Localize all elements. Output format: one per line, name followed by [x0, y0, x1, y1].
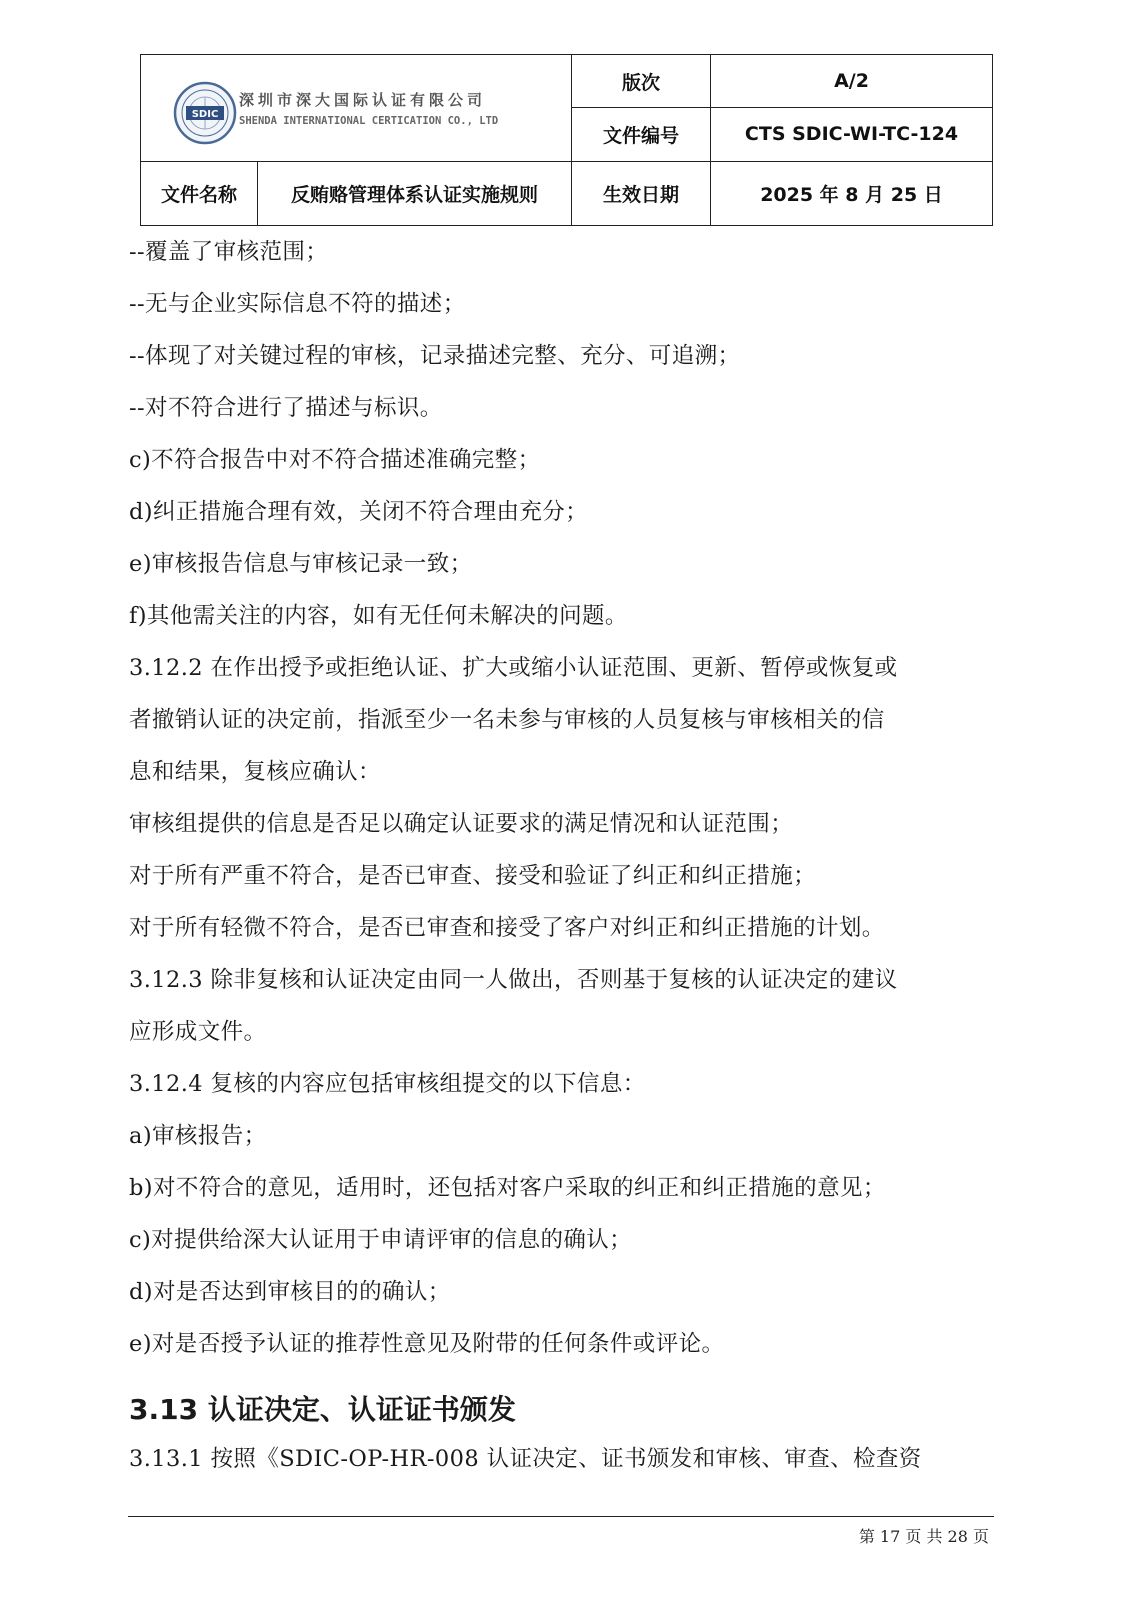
doc-number-label: 文件编号 — [572, 108, 711, 161]
body-line: 3.13.1 按照《SDIC-OP-HR-008 认证决定、证书颁发和审核、审查、检查资 — [129, 1446, 922, 1472]
body-line: --对不符合进行了描述与标识。 — [129, 395, 443, 421]
body-line: 审核组提供的信息是否足以确定认证要求的满足情况和认证范围； — [129, 811, 794, 837]
company-logo-icon — [173, 81, 237, 145]
body-line: c)对提供给深大认证用于申请评审的信息的确认； — [129, 1227, 633, 1253]
body-line: d)纠正措施合理有效，关闭不符合理由充分； — [129, 499, 589, 525]
body-line: f)其他需关注的内容，如有无任何未解决的问题。 — [129, 603, 628, 629]
body-line: a)审核报告； — [129, 1123, 267, 1149]
body-line: 应形成文件。 — [129, 1019, 267, 1045]
body-line: e)对是否授予认证的推荐性意见及附带的任何条件或评论。 — [129, 1331, 725, 1357]
body-line: 对于所有严重不符合，是否已审查、接受和验证了纠正和纠正措施； — [129, 863, 817, 889]
body-line: 3.12.3 除非复核和认证决定由同一人做出，否则基于复核的认证决定的建议 — [129, 967, 898, 993]
body-line: --覆盖了审核范围； — [129, 239, 329, 265]
body-line: 对于所有轻微不符合，是否已审查和接受了客户对纠正和纠正措施的计划。 — [129, 915, 885, 941]
effective-date-label: 生效日期 — [572, 161, 711, 225]
body-line: 者撤销认证的决定前，指派至少一名未参与审核的人员复核与审核相关的信 — [129, 707, 885, 733]
page-number: 第 17 页 共 28 页 — [858, 1527, 989, 1546]
document-header-table — [140, 54, 993, 226]
footer-divider — [128, 1516, 994, 1517]
body-line: e)审核报告信息与审核记录一致； — [129, 551, 473, 577]
doc-name-label: 文件名称 — [141, 161, 258, 225]
company-name-cn: 深圳市深大国际认证有限公司 — [239, 91, 487, 109]
svg-text:SDIC: SDIC — [191, 109, 219, 120]
company-name-en: SHENDA INTERNATIONAL CERTICATION CO., LTD — [239, 115, 499, 127]
body-line: 息和结果，复核应确认： — [129, 759, 381, 785]
doc-number-value: CTS SDIC-WI-TC-124 — [711, 108, 993, 161]
version-value: A/2 — [711, 55, 993, 108]
section-heading: 3.13 认证决定、认证证书颁发 — [129, 1393, 516, 1426]
body-line: 3.12.2 在作出授予或拒绝认证、扩大或缩小认证范围、更新、暂停或恢复或 — [129, 655, 898, 681]
body-line: d)对是否达到审核目的的确认； — [129, 1279, 451, 1305]
doc-name-value: 反贿赂管理体系认证实施规则 — [258, 161, 572, 225]
document-body — [129, 226, 1009, 1370]
version-label: 版次 — [572, 55, 711, 108]
body-line: --体现了对关键过程的审核，记录描述完整、充分、可追溯； — [129, 343, 741, 369]
body-line: --无与企业实际信息不符的描述； — [129, 291, 466, 317]
company-logo-cell — [141, 55, 572, 162]
body-line: 3.12.4 复核的内容应包括审核组提交的以下信息： — [129, 1071, 646, 1097]
body-line: b)对不符合的意见，适用时，还包括对客户采取的纠正和纠正措施的意见； — [129, 1175, 886, 1201]
effective-date-value: 2025 年 8 月 25 日 — [711, 161, 993, 225]
body-line: c)不符合报告中对不符合描述准确完整； — [129, 447, 541, 473]
